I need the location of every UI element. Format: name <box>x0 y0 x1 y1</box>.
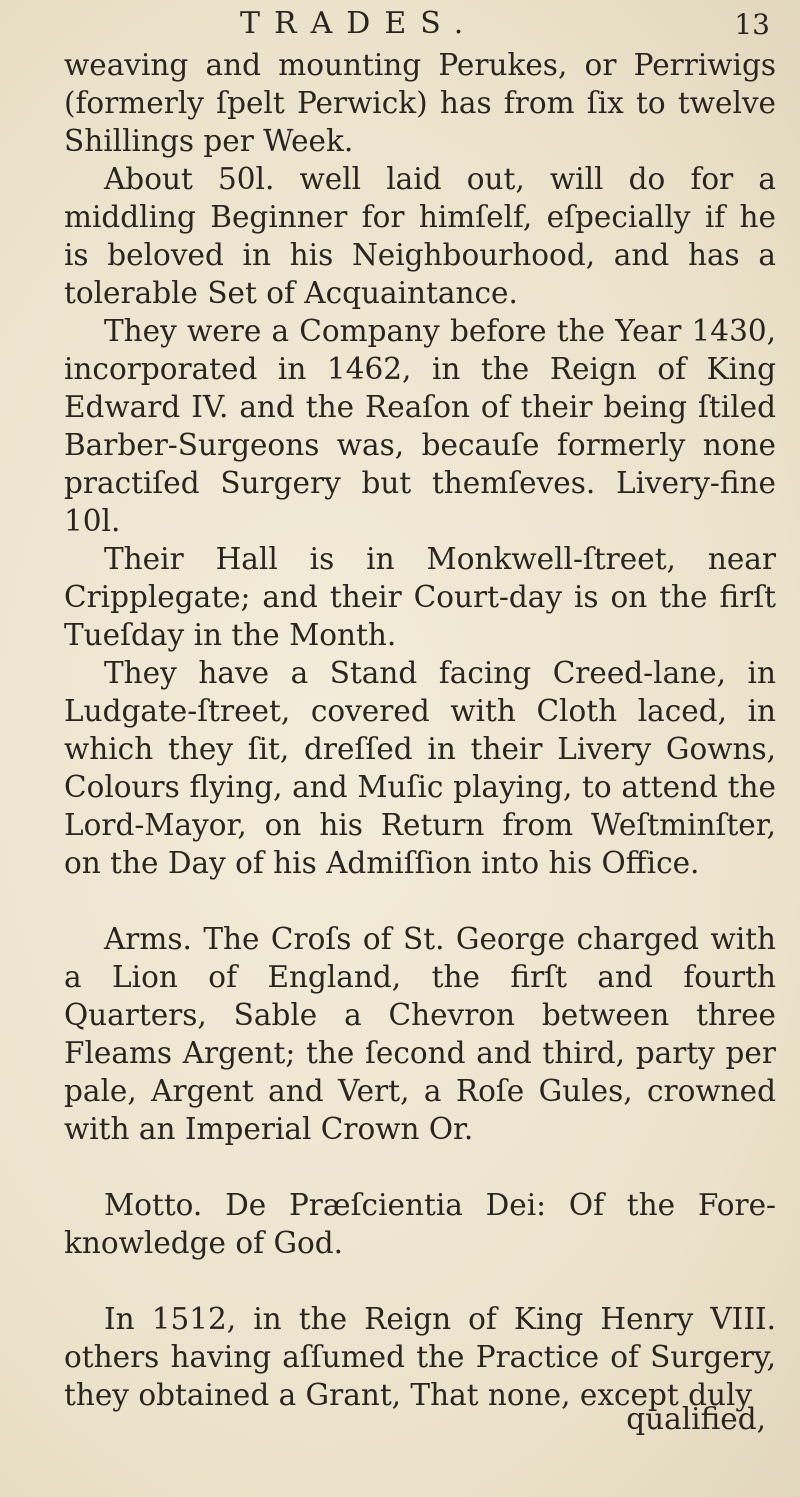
body-text <box>64 46 776 1414</box>
running-head: TRADES. <box>240 6 478 41</box>
paragraph-grant: In 1512, in the Reign of King Henry VIII. others having aſſumed the Practice of Surgery, they obtained a Grant, That none, except duly <box>64 1302 776 1412</box>
paragraph-stand: They have a Stand facing Creed-lane, in Ludgate-ſtreet, covered with Cloth laced, in which they ſit, dreſſed in their Livery Gowns, Colours flying, and Muſic playing, to attend the Lord-Mayor, on his Return from Weſtminſter, on the Day of his Admiſſion into his Office. <box>64 656 776 880</box>
paragraph-company: They were a Company before the Year 1430, incorporated in 1462, in the Reign of King Edward IV. and the Reaſon of their being ſtiled Barber-Surgeons was, becauſe formerly none practiſed Surgery but themſeves. Livery-fine 10l. <box>64 314 776 538</box>
paragraph-motto: Motto. De Præſcientia Dei: Of the Fore-knowledge of God. <box>64 1188 776 1260</box>
paragraph-hall: Their Hall is in Monkwell-ſtreet, near Cripplegate; and their Court-day is on the firſt Tueſday in the Month. <box>64 542 776 652</box>
paragraph-perukes: weaving and mounting Perukes, or Perriwigs (formerly ſpelt Perwick) has from ſix to twelve Shillings per Week. <box>64 48 776 158</box>
paragraph-beginner: About 50l. well laid out, will do for a middling Beginner for himſelf, eſpecially if he is beloved in his Neighbourhood, and has a tolerable Set of Acquaintance. <box>64 162 776 310</box>
page-header <box>240 6 780 40</box>
paragraph-arms: Arms. The Croſs of St. George charged with a Lion of England, the firſt and fourth Quarters, Sable a Chevron between three Fleams Argent; the ſecond and third, party per pale, Argent and Vert, a Roſe Gules, crowned with an Imperial Crown Or. <box>64 922 776 1146</box>
catchword: qualified, <box>626 1402 766 1436</box>
page-number: 13 <box>734 8 770 41</box>
